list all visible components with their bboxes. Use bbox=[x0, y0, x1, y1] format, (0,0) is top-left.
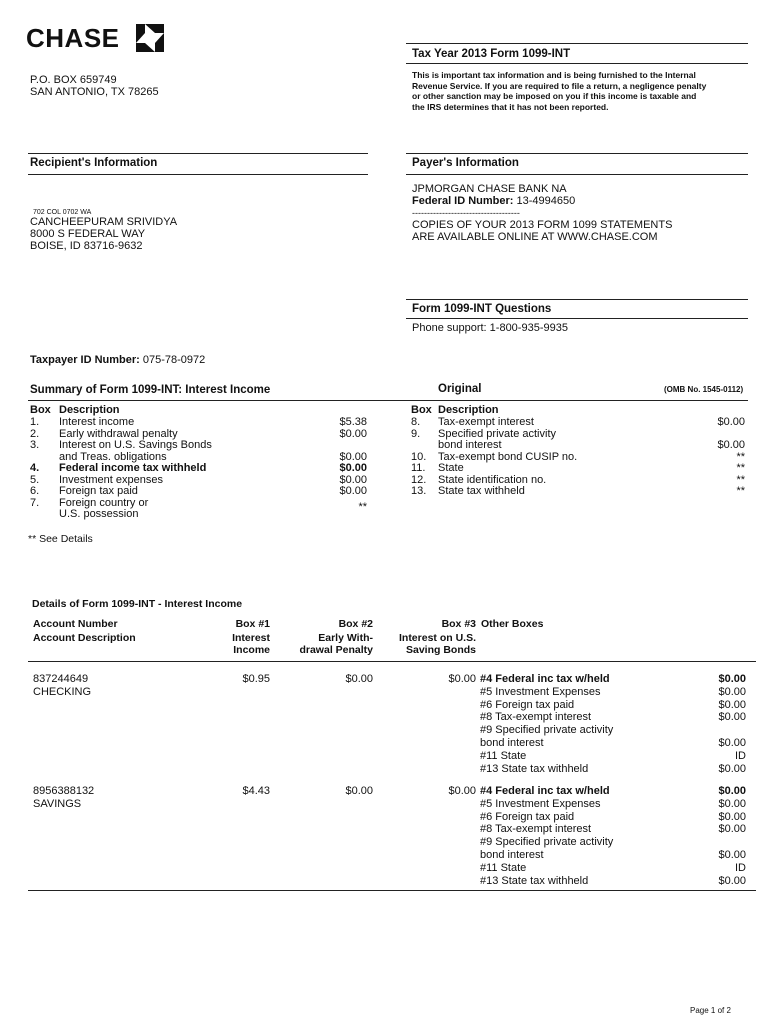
other-box-value: $0.00 bbox=[718, 823, 746, 836]
box-number: 4. bbox=[30, 462, 40, 474]
other-box-row bbox=[480, 836, 746, 849]
box3-value: $0.00 bbox=[448, 785, 476, 797]
box-amount: $0.00 bbox=[339, 485, 367, 497]
phone-support: Phone support: 1-800-935-9935 bbox=[412, 322, 568, 334]
box-number: 6. bbox=[30, 485, 40, 497]
box-description: U.S. possession bbox=[59, 508, 139, 520]
col-box-header: Box bbox=[411, 404, 432, 416]
omb-number: (OMB No. 1545-0112) bbox=[664, 385, 744, 394]
other-box-row bbox=[480, 785, 746, 798]
box-number: 8. bbox=[411, 416, 421, 428]
other-box-row bbox=[480, 811, 746, 824]
other-box-label: #4 Federal inc tax w/held bbox=[480, 673, 610, 685]
chase-octagon-logo-icon bbox=[136, 24, 164, 52]
box-number: 11. bbox=[411, 462, 426, 474]
other-box-row bbox=[480, 862, 746, 875]
other-box-row bbox=[480, 673, 746, 686]
payer-name: JPMORGAN CHASE BANK NA bbox=[412, 183, 567, 195]
recipient-address bbox=[30, 216, 177, 252]
other-box-label: #11 State bbox=[480, 861, 527, 874]
box2-header: Box #2 bbox=[338, 618, 373, 630]
other-box-value: ID bbox=[735, 749, 746, 762]
account-description: SAVINGS bbox=[33, 798, 82, 810]
box-amount: $0.00 bbox=[339, 473, 367, 486]
other-box-label: bond interest bbox=[480, 737, 544, 749]
box-description: Specified private activity bbox=[438, 427, 556, 440]
box-amount: $0.00 bbox=[717, 439, 745, 451]
tax-year-title: Tax Year 2013 Form 1099-INT bbox=[412, 48, 571, 60]
col-box-header: Box bbox=[30, 404, 51, 416]
summary-heading: Summary of Form 1099-INT: Interest Income bbox=[30, 384, 271, 396]
see-details-note: ** See Details bbox=[28, 533, 93, 545]
account-description: CHECKING bbox=[33, 686, 92, 698]
box-amount: $0.00 bbox=[339, 450, 367, 463]
col-desc-header: Description bbox=[438, 404, 499, 416]
recipient-name: CANCHEEPURAM SRIVIDYA bbox=[30, 216, 178, 228]
box-number: 7. bbox=[30, 496, 40, 509]
box-description: Federal income tax withheld bbox=[59, 462, 207, 474]
address-line: SAN ANTONIO, TX 78265 bbox=[30, 86, 159, 98]
box-description: State bbox=[438, 462, 464, 474]
sender-address bbox=[30, 74, 159, 98]
original-label: Original bbox=[438, 383, 482, 395]
box-description: bond interest bbox=[438, 439, 502, 451]
box2-value: $0.00 bbox=[345, 785, 373, 797]
box-description: Tax-exempt interest bbox=[438, 416, 534, 428]
box2-sub: drawal Penalty bbox=[299, 644, 373, 656]
box3-value: $0.00 bbox=[448, 673, 476, 685]
box-amount: $0.00 bbox=[339, 462, 367, 474]
box-number: 12. bbox=[411, 473, 427, 486]
other-box-label: #4 Federal inc tax w/held bbox=[480, 785, 610, 797]
page-number: Page 1 of 2 bbox=[690, 1006, 731, 1015]
account-number: 8956388132 bbox=[33, 785, 95, 797]
details-heading: Details of Form 1099-INT - Interest Income bbox=[32, 598, 243, 610]
box-amount: ** bbox=[358, 500, 367, 513]
box1-header: Box #1 bbox=[235, 618, 270, 630]
box1-sub: Interest bbox=[232, 632, 270, 644]
other-box-label: #9 Specified private activity bbox=[480, 724, 614, 737]
box-amount: $5.38 bbox=[339, 416, 367, 428]
account-row bbox=[0, 785, 768, 895]
box-amount: ** bbox=[736, 450, 745, 463]
box3-header: Box #3 bbox=[441, 618, 476, 630]
other-box-label: #5 Investment Expenses bbox=[480, 685, 601, 698]
box-description: State tax withheld bbox=[438, 485, 525, 497]
other-box-label: #8 Tax-exempt interest bbox=[480, 711, 592, 724]
other-box-row bbox=[480, 763, 746, 776]
other-box-value: $0.00 bbox=[718, 711, 746, 724]
other-box-label: #13 State tax withheld bbox=[480, 762, 589, 775]
box-amount: ** bbox=[736, 462, 745, 474]
other-box-label: #9 Specified private activity bbox=[480, 836, 614, 849]
box-number: 9. bbox=[411, 427, 421, 440]
other-box-value: $0.00 bbox=[718, 849, 746, 861]
other-box-value: $0.00 bbox=[718, 737, 746, 749]
box-description: Foreign country or bbox=[59, 496, 149, 509]
other-box-row bbox=[480, 686, 746, 699]
box1-value: $4.43 bbox=[242, 785, 270, 797]
box3-sub: Saving Bonds bbox=[405, 644, 476, 656]
other-box-row bbox=[480, 737, 746, 750]
box-description: Early withdrawal penalty bbox=[59, 427, 178, 440]
payer-info bbox=[412, 183, 672, 243]
box-number: 1. bbox=[30, 416, 40, 428]
other-box-label: #6 Foreign tax paid bbox=[480, 698, 575, 711]
separator: ------------------------------------ bbox=[412, 208, 520, 218]
copies-line: ARE AVAILABLE ONLINE AT WWW.CHASE.COM bbox=[412, 231, 658, 243]
payer-heading: Payer's Information bbox=[412, 157, 519, 169]
other-box-label: #11 State bbox=[480, 749, 527, 762]
other-box-value: $0.00 bbox=[718, 785, 746, 797]
box3-sub: Interest on U.S. bbox=[398, 632, 476, 644]
other-box-label: #13 State tax withheld bbox=[480, 874, 589, 887]
address-line: BOISE, ID 83716-9632 bbox=[30, 240, 143, 252]
taxpayer-id: Taxpayer ID Number: 075-78-0972 bbox=[30, 354, 206, 366]
routing-code: 702 COL 0702 WA bbox=[33, 209, 92, 216]
account-description-header: Account Description bbox=[33, 632, 136, 644]
box-number: 3. bbox=[30, 439, 40, 451]
box-description: Interest on U.S. Savings Bonds bbox=[59, 439, 212, 451]
account-number: 837244649 bbox=[33, 673, 89, 685]
tax-notice: This is important tax information and is being furnished to the Internal Revenue Service. If you are required to file a return, a negligence penalty or other sanction may be imposed on you if this income is taxable and the IRS determines that it has not been reported. bbox=[412, 70, 707, 112]
box-amount: $0.00 bbox=[717, 416, 745, 428]
other-box-value: $0.00 bbox=[718, 762, 746, 775]
brand-name: CHASE bbox=[26, 23, 120, 53]
other-box-value: $0.00 bbox=[718, 673, 746, 685]
federal-id: Federal ID Number: 13-4994650 bbox=[412, 195, 576, 207]
other-box-value: $0.00 bbox=[718, 810, 746, 823]
box-description: Interest income bbox=[59, 416, 135, 428]
box-number: 10. bbox=[411, 450, 427, 463]
other-box-row bbox=[480, 750, 746, 763]
box2-sub: Early With- bbox=[318, 632, 373, 644]
col-desc-header: Description bbox=[59, 404, 120, 416]
other-box-value: ID bbox=[735, 861, 746, 874]
other-box-label: #8 Tax-exempt interest bbox=[480, 823, 592, 836]
other-box-value: $0.00 bbox=[718, 698, 746, 711]
other-box-row bbox=[480, 875, 746, 888]
account-number-header: Account Number bbox=[33, 618, 118, 630]
box-amount: ** bbox=[736, 473, 745, 486]
copies-line: COPIES OF YOUR 2013 FORM 1099 STATEMENTS bbox=[412, 219, 673, 231]
other-box-value: $0.00 bbox=[718, 797, 746, 810]
box-number: 5. bbox=[30, 473, 40, 486]
other-box-row bbox=[480, 849, 746, 862]
other-box-row bbox=[480, 724, 746, 737]
box-description: Tax-exempt bond CUSIP no. bbox=[438, 450, 578, 463]
recipient-heading: Recipient's Information bbox=[30, 157, 158, 169]
other-box-label: #6 Foreign tax paid bbox=[480, 810, 575, 823]
account-row bbox=[0, 673, 768, 783]
box-description: Foreign tax paid bbox=[59, 485, 138, 497]
address-line: 8000 S FEDERAL WAY bbox=[30, 228, 146, 240]
address-line: P.O. BOX 659749 bbox=[30, 74, 117, 86]
box-number: 13. bbox=[411, 485, 427, 497]
box-amount: $0.00 bbox=[339, 427, 367, 440]
other-box-value: $0.00 bbox=[718, 685, 746, 698]
other-box-row bbox=[480, 798, 746, 811]
box1-sub: Income bbox=[233, 644, 270, 656]
other-box-row bbox=[480, 699, 746, 712]
box-amount: ** bbox=[736, 485, 745, 497]
other-box-row bbox=[480, 711, 746, 724]
other-boxes-header: Other Boxes bbox=[481, 618, 544, 630]
details-header bbox=[0, 618, 768, 662]
box-description: and Treas. obligations bbox=[59, 450, 167, 463]
box1-value: $0.95 bbox=[242, 673, 270, 685]
box-number: 2. bbox=[30, 427, 40, 440]
other-box-label: #5 Investment Expenses bbox=[480, 797, 601, 810]
box-description: Investment expenses bbox=[59, 473, 163, 486]
box2-value: $0.00 bbox=[345, 673, 373, 685]
other-box-row bbox=[480, 823, 746, 836]
box-description: State identification no. bbox=[438, 473, 547, 486]
questions-heading: Form 1099-INT Questions bbox=[412, 303, 552, 315]
other-box-label: bond interest bbox=[480, 849, 544, 861]
other-box-value: $0.00 bbox=[718, 874, 746, 887]
